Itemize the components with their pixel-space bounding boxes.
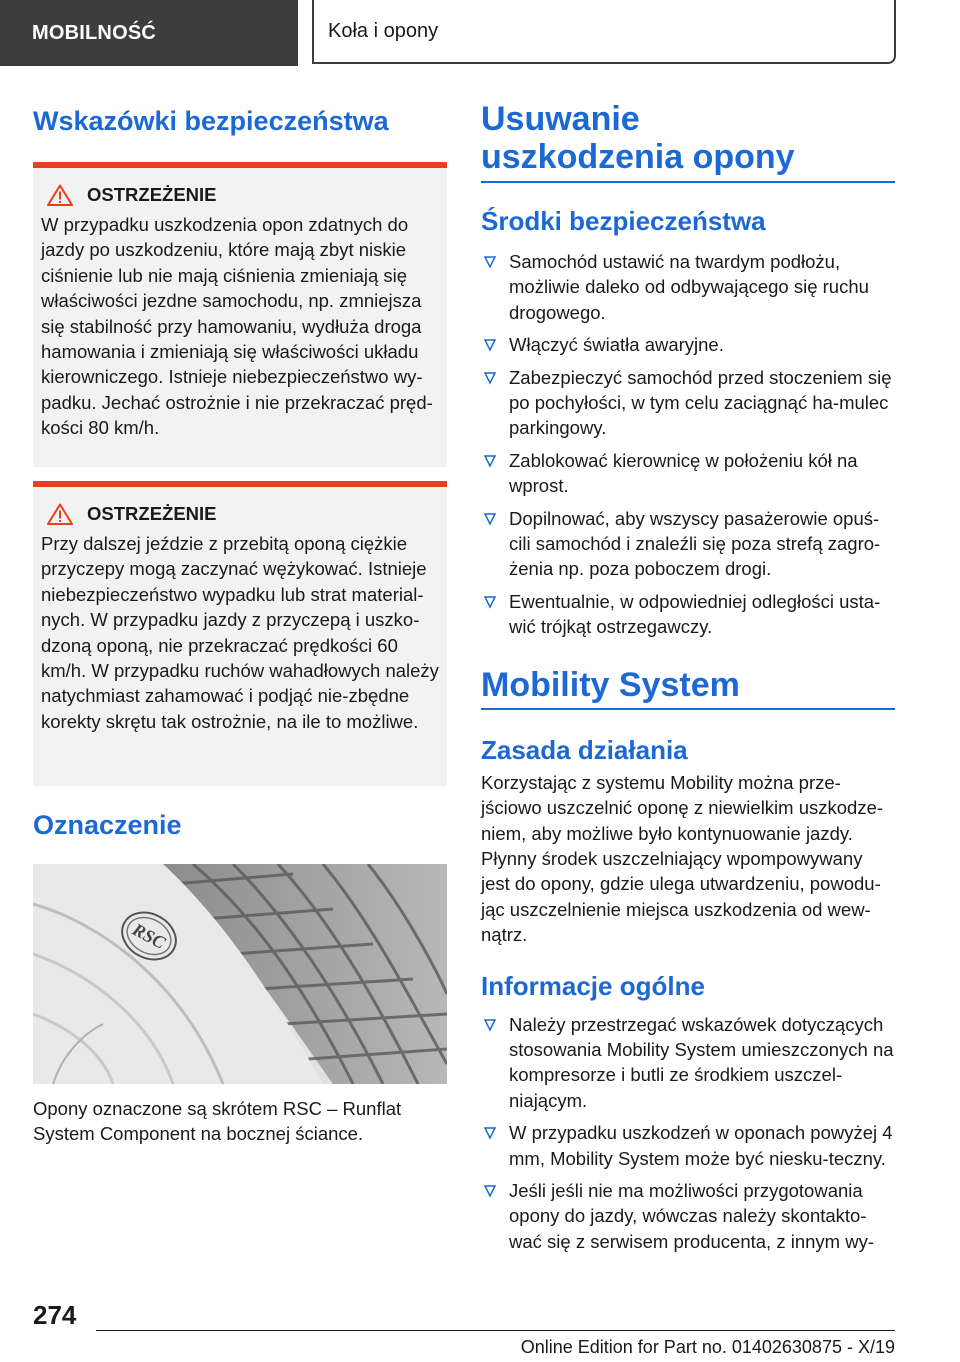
list-item xyxy=(481,365,895,441)
general-heading: Informacje ogólne xyxy=(481,970,705,1001)
footer-divider xyxy=(96,1330,895,1331)
warning-title xyxy=(41,501,439,527)
measures-heading: Środki bezpieczeństwa xyxy=(481,206,766,236)
triangle-bullet-icon xyxy=(483,338,497,352)
measures-list xyxy=(481,249,895,640)
list-item-text: Zablokować kierownicę w położeniu kół na wprost. xyxy=(509,449,858,497)
principle-heading: Zasada działania xyxy=(481,734,688,765)
warning-triangle-icon xyxy=(47,184,73,206)
list-item-text: Zabezpieczyć samochód przed stoczeniem się po pochyłości, w tym celu zaciągnąć ha-mulec parkingowy. xyxy=(509,366,892,439)
triangle-bullet-icon xyxy=(483,255,497,269)
right-column xyxy=(481,100,895,1261)
list-item xyxy=(481,589,895,640)
warning-text-1: W przypadku uszkodzenia opon zdatnych do jazdy po uszkodzeniu, które mają zbyt niskie ciśnienie lub nie mają ciśnienia zmieniają się właściwości jezdne samochodu, np. zmniejsza się stabilność przy hamowaniu, wydłuża droga hamowania i zmieniają się właściwości układu kierowniczego. Istnieje niebezpieczeństwo wy-padku. Jechać ostrożnie i nie przekraczać pręd-kości 80 km/h. xyxy=(41,214,433,439)
list-item-text: Samochód ustawić na twardym podłożu, możliwie daleko od odbywającego się ruchu drogowego. xyxy=(509,251,869,323)
triangle-bullet-icon xyxy=(483,1018,497,1032)
warning-box-2 xyxy=(33,481,447,786)
repair-heading-block xyxy=(481,100,895,183)
tire-caption: Opony oznaczone są skrótem RSC – Runflat System Component na bocznej ściance. xyxy=(33,1098,402,1145)
triangle-bullet-icon xyxy=(483,595,497,609)
warning-box-1 xyxy=(33,162,447,467)
rsc-tire-illustration xyxy=(33,864,447,1084)
warning-text-2: Przy dalszej jeździe z przebitą oponą ciężkie przyczepy mogą zaczynać wężykować. Istnieje niebezpieczeństwo wypadku lub strat material-nych. W przypadku jazdy z przyczepą i uszko-dzoną oponą, nie przekraczać prędkości 60 km/h. W przypadku ruchów wahadłowych należy natychmiast zahamować i podjąć nie-zbędne korekty skrętu tak ostrożnie, na ile to możliwe. xyxy=(41,533,439,732)
mobility-heading: Mobility System xyxy=(481,665,740,704)
list-item-text: Jeśli jeśli nie ma możliwości przygotowania opony do jazdy, wówczas należy skontakto-wać się z serwisem producenta, z innym wy- xyxy=(509,1179,874,1252)
mobility-heading-block xyxy=(481,666,895,710)
principle-text: Korzystając z systemu Mobility można prze-jściowo uszczelnić oponę z niewielkim uszkodze-niem, aby możliwe było kontynuowanie jazdy. Płynny środek uszczelniający wpompowywany jest do opony, gdzie ulega utwardzeniu, powodu-jąc uszczelnienie miejsca uszkodzenia od wew-nątrz. xyxy=(481,771,884,946)
warning-title-text: OSTRZEŻENIE xyxy=(87,503,217,524)
section-tab: MOBILNOŚĆ xyxy=(0,0,298,66)
list-item xyxy=(481,506,895,582)
page-number: 274 xyxy=(33,1300,77,1330)
warning-title-text: OSTRZEŻENIE xyxy=(87,184,217,205)
safety-heading: Wskazówki bezpieczeństwa xyxy=(33,106,389,136)
general-list xyxy=(481,1012,895,1255)
list-item-text: Ewentualnie, w odpowiedniej odległości usta-wić trójkąt ostrzegawczy. xyxy=(509,590,881,638)
edition-note: Online Edition for Part no. 01402630875 - X/19 xyxy=(520,1337,895,1357)
triangle-bullet-icon xyxy=(483,454,497,468)
list-item-text: Należy przestrzegać wskazówek dotyczących stosowania Mobility System umieszczonych na kompresorze i butli ze środkiem uszczel-niającym. xyxy=(509,1013,894,1111)
list-item xyxy=(481,448,895,499)
left-column xyxy=(33,100,447,1147)
warning-triangle-icon xyxy=(47,503,73,525)
marking-heading: Oznaczenie xyxy=(33,810,182,840)
list-item xyxy=(481,332,895,357)
list-item-text: Dopilnować, aby wszyscy pasażerowie opuś-cili samochód i znaleźli się poza strefą zagro-żenia np. poza poboczem drogi. xyxy=(509,507,881,580)
rsc-badge-label: RSC xyxy=(129,919,169,953)
triangle-bullet-icon xyxy=(483,512,497,526)
warning-title xyxy=(41,182,439,208)
list-item-text: Włączyć światła awaryjne. xyxy=(509,334,724,356)
triangle-bullet-icon xyxy=(483,371,497,385)
list-item xyxy=(481,1012,895,1114)
list-item xyxy=(481,1120,895,1171)
triangle-bullet-icon xyxy=(483,1184,497,1198)
triangle-bullet-icon xyxy=(483,1126,497,1140)
list-item xyxy=(481,249,895,325)
list-item-text: W przypadku uszkodzeń w oponach powyżej 4 mm, Mobility System może być niesku-teczny. xyxy=(509,1122,893,1169)
chapter-title: Koła i opony xyxy=(312,0,896,64)
list-item xyxy=(481,1178,895,1254)
repair-heading: Usuwanie uszkodzenia opony xyxy=(481,100,795,176)
